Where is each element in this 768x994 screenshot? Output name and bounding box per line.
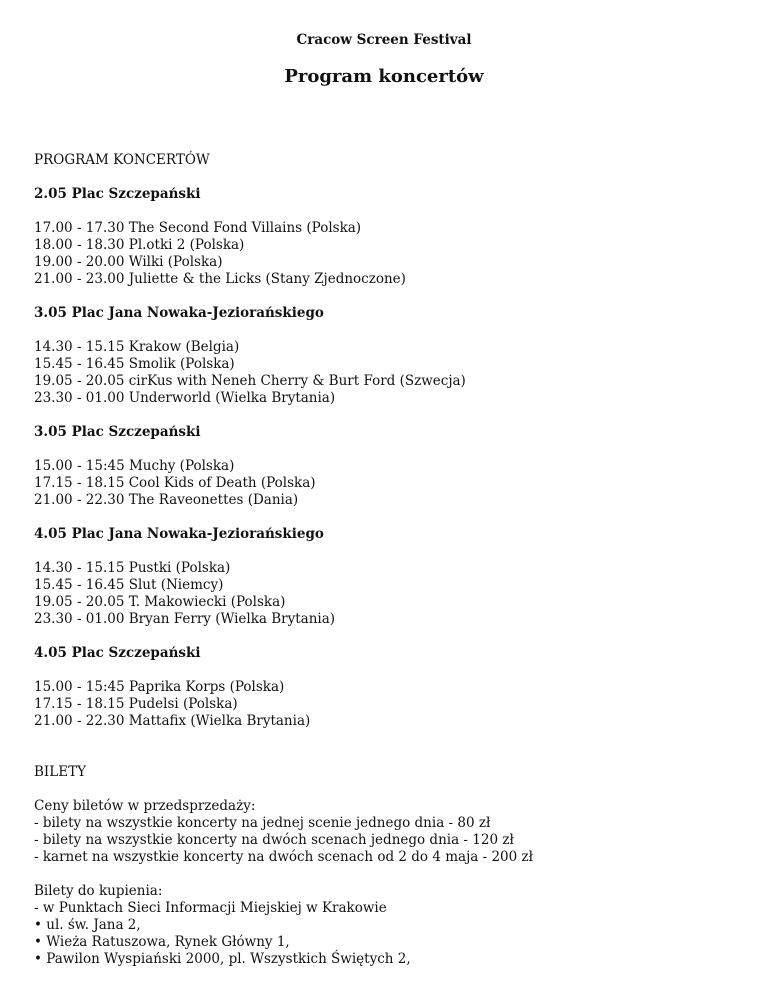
concert-item: 15.45 - 16.45 Smolik (Polska) <box>34 356 235 372</box>
ticket-outlets <box>34 883 734 968</box>
concert-item: 21.00 - 22.30 The Raveonettes (Dania) <box>34 492 299 508</box>
concert-list <box>34 560 734 628</box>
concert-list <box>34 339 734 407</box>
venue-heading: 3.05 Plac Jana Nowaka-Jeziorańskiego <box>34 305 324 321</box>
concert-item: 21.00 - 23.00 Juliette & the Licks (Stany Zjednoczone) <box>34 271 406 287</box>
outlet-item: • Wieża Ratuszowa, Rynek Główny 1, <box>34 934 290 950</box>
concert-item: 17.15 - 18.15 Cool Kids of Death (Polska) <box>34 475 316 491</box>
program-day <box>34 645 734 730</box>
concert-item: 19.05 - 20.05 cirKus with Neneh Cherry & Burt Ford (Szwecja) <box>34 373 466 389</box>
program-day <box>34 526 734 628</box>
program-heading: PROGRAM KONCERTÓW <box>34 152 210 168</box>
price-item: - bilety na wszystkie koncerty na dwóch scenach jednego dnia - 120 zł <box>34 832 514 848</box>
concert-item: 18.00 - 18.30 Pl.otki 2 (Polska) <box>34 237 245 253</box>
concert-item: 19.05 - 20.05 T. Makowiecki (Polska) <box>34 594 286 610</box>
page-title: Program koncertów <box>284 66 484 87</box>
concert-item: 21.00 - 22.30 Mattafix (Wielka Brytania) <box>34 713 311 729</box>
concert-item: 17.00 - 17.30 The Second Fond Villains (Polska) <box>34 220 362 236</box>
concert-item: 23.30 - 01.00 Underworld (Wielka Brytania) <box>34 390 336 406</box>
concert-list <box>34 679 734 730</box>
outlet-item: • ul. św. Jana 2, <box>34 917 141 933</box>
concert-item: 15.45 - 16.45 Slut (Niemcy) <box>34 577 224 593</box>
concert-item: 23.30 - 01.00 Bryan Ferry (Wielka Brytania) <box>34 611 336 627</box>
price-item: - bilety na wszystkie koncerty na jednej scenie jednego dnia - 80 zł <box>34 815 491 831</box>
prices-intro: Ceny biletów w przedsprzedaży: <box>34 798 256 814</box>
concert-list <box>34 458 734 509</box>
tickets-heading: BILETY <box>34 764 86 780</box>
buy-intro: Bilety do kupienia: <box>34 883 163 899</box>
venue-heading: 4.05 Plac Szczepański <box>34 645 201 661</box>
program-day <box>34 186 734 288</box>
venue-heading: 4.05 Plac Jana Nowaka-Jeziorańskiego <box>34 526 324 542</box>
concert-item: 15.00 - 15:45 Paprika Korps (Polska) <box>34 679 285 695</box>
outlet-item: • Pawilon Wyspiański 2000, pl. Wszystkich Świętych 2, <box>34 951 411 967</box>
outlet-item: - w Punktach Sieci Informacji Miejskiej w Krakowie <box>34 900 387 916</box>
concert-item: 14.30 - 15.15 Pustki (Polska) <box>34 560 231 576</box>
price-item: - karnet na wszystkie koncerty na dwóch scenach od 2 do 4 maja - 200 zł <box>34 849 534 865</box>
venue-heading: 2.05 Plac Szczepański <box>34 186 201 202</box>
concert-item: 17.15 - 18.15 Pudelsi (Polska) <box>34 696 238 712</box>
section-spacer <box>34 747 734 764</box>
concert-item: 15.00 - 15:45 Muchy (Polska) <box>34 458 235 474</box>
ticket-prices <box>34 798 734 866</box>
concert-item: 14.30 - 15.15 Krakow (Belgia) <box>34 339 240 355</box>
document-content <box>34 152 734 985</box>
concert-item: 19.00 - 20.00 Wilki (Polska) <box>34 254 223 270</box>
program-day <box>34 424 734 509</box>
festival-header: Cracow Screen Festival <box>296 32 472 48</box>
venue-heading: 3.05 Plac Szczepański <box>34 424 201 440</box>
concert-list <box>34 220 734 288</box>
program-day <box>34 305 734 407</box>
